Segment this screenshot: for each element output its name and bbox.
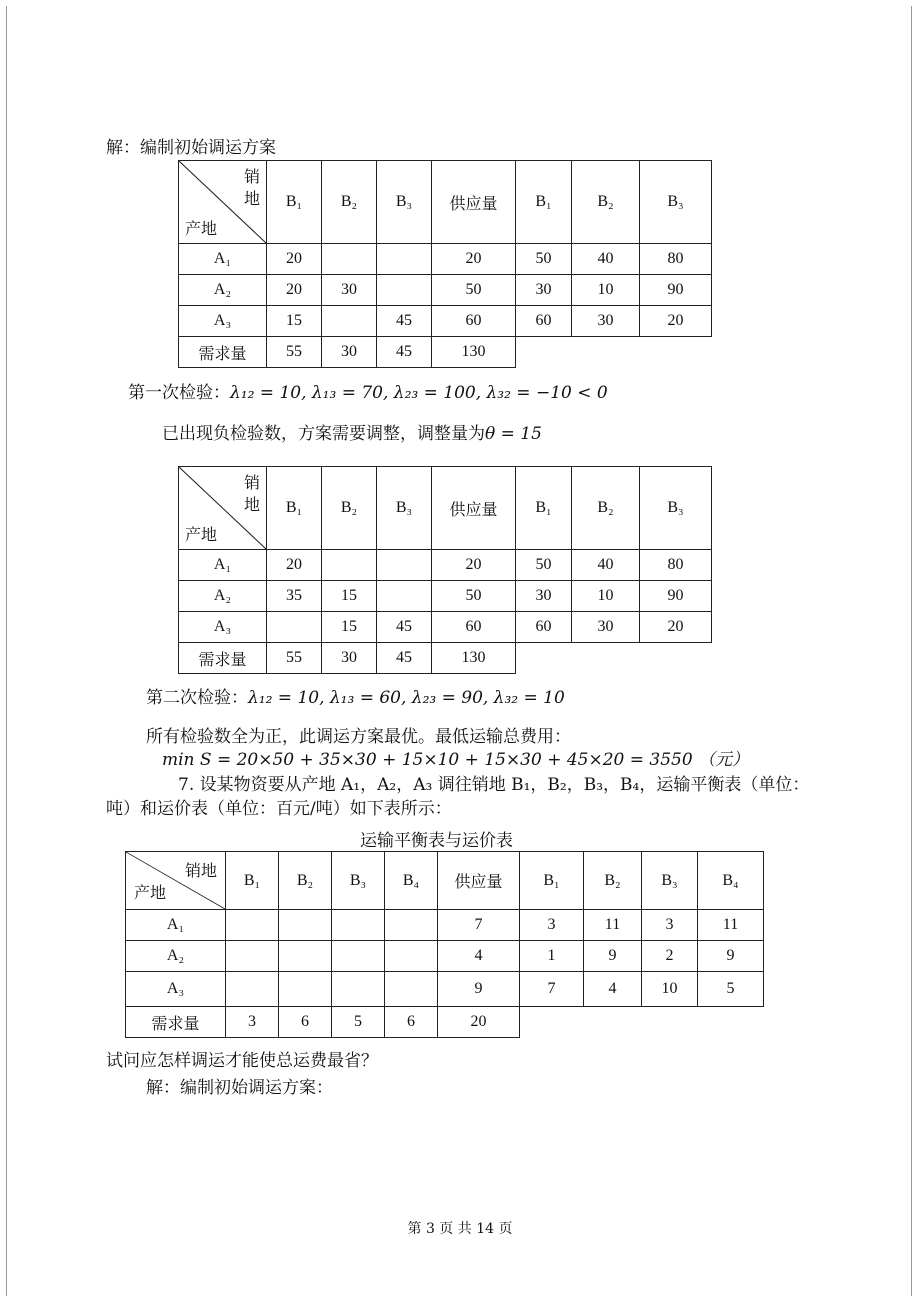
header-cell: 供应量 — [438, 852, 520, 910]
alloc-cell — [332, 972, 385, 1007]
corner-dest-label: 销 地 — [243, 475, 260, 514]
alloc-cell — [226, 941, 279, 972]
alloc-cell: 15 — [322, 581, 377, 612]
alloc-cell — [385, 941, 438, 972]
alloc-cell — [322, 244, 377, 275]
transport-table-1 — [178, 160, 712, 368]
header-cell: B₂ — [322, 467, 377, 550]
cost-cell: 10 — [642, 972, 698, 1007]
supply-cell: 7 — [438, 910, 520, 941]
header-cell: B₂ — [572, 467, 640, 550]
demand-label: 需求量 — [179, 337, 267, 368]
demand-cell: 55 — [267, 643, 322, 674]
alloc-cell: 15 — [267, 306, 322, 337]
cost-cell: 7 — [520, 972, 584, 1007]
demand-cell: 5 — [332, 1007, 385, 1038]
alloc-cell — [385, 972, 438, 1007]
page-footer: 第 3 页 共 14 页 — [407, 1221, 513, 1237]
cost-cell: 4 — [584, 972, 642, 1007]
cost-cell: 50 — [516, 550, 572, 581]
header-cell: B₁ — [516, 161, 572, 244]
solution-heading-2: 解：编制初始调运方案： — [146, 1078, 333, 1098]
transport-table-2 — [178, 466, 712, 674]
row-label: A₃ — [126, 972, 226, 1007]
alloc-cell: 45 — [377, 612, 432, 643]
alloc-cell — [377, 275, 432, 306]
cost-cell: 20 — [640, 612, 712, 643]
header-cell: 供应量 — [432, 161, 516, 244]
header-cell: B₂ — [572, 161, 640, 244]
alloc-cell: 20 — [267, 275, 322, 306]
cost-cell: 2 — [642, 941, 698, 972]
total-cell: 20 — [438, 1007, 520, 1038]
supply-cell: 50 — [432, 581, 516, 612]
cost-cell: 3 — [520, 910, 584, 941]
header-cell: B₂ — [279, 852, 332, 910]
header-cell: B₂ — [322, 161, 377, 244]
cost-cell: 20 — [640, 306, 712, 337]
cost-cell: 30 — [516, 275, 572, 306]
corner-dest-label: 销 地 — [243, 169, 260, 208]
supply-cell: 60 — [432, 306, 516, 337]
cost-cell: 10 — [572, 581, 640, 612]
check-2 — [146, 688, 565, 708]
alloc-cell — [377, 244, 432, 275]
header-cell: B₁ — [226, 852, 279, 910]
problem-7-line-2: 吨）和运价表（单位：百元/吨）如下表所示： — [106, 799, 452, 819]
demand-cell: 30 — [322, 337, 377, 368]
cost-cell: 30 — [516, 581, 572, 612]
cost-cell: 40 — [572, 550, 640, 581]
alloc-cell — [279, 910, 332, 941]
header-cell: B₃ — [377, 161, 432, 244]
demand-label: 需求量 — [179, 643, 267, 674]
cost-cell: 5 — [698, 972, 764, 1007]
check-1 — [128, 383, 608, 403]
cost-cell: 3 — [642, 910, 698, 941]
problem-7-line-1: 7. 设某物资要从产地 A₁，A₂，A₃ 调往销地 B₁，B₂，B₃，B₄，运输平衡表（单位： — [178, 775, 810, 795]
check-1-formula: λ₁₂ = 10, λ₁₃ = 70, λ₂₃ = 100, λ₃₂ = −10 < 0 — [230, 383, 608, 403]
cost-cell: 90 — [640, 581, 712, 612]
header-cell: B₄ — [385, 852, 438, 910]
cost-cell: 50 — [516, 244, 572, 275]
header-cell: B₁ — [267, 161, 322, 244]
demand-cell: 6 — [385, 1007, 438, 1038]
corner-origin-label: 产地 — [185, 527, 218, 544]
total-cell: 130 — [432, 643, 516, 674]
header-cell: B₃ — [377, 467, 432, 550]
alloc-cell — [279, 972, 332, 1007]
supply-cell: 60 — [432, 612, 516, 643]
table-corner — [179, 467, 267, 550]
cost-cell: 11 — [698, 910, 764, 941]
header-cell: B₃ — [332, 852, 385, 910]
alloc-cell: 20 — [267, 244, 322, 275]
cost-cell: 11 — [584, 910, 642, 941]
alloc-cell — [332, 910, 385, 941]
row-label: A₃ — [179, 306, 267, 337]
transport-table-3 — [125, 851, 764, 1038]
alloc-cell: 35 — [267, 581, 322, 612]
cost-cell: 40 — [572, 244, 640, 275]
row-label: A₁ — [179, 550, 267, 581]
cost-cell: 80 — [640, 244, 712, 275]
cost-cell: 30 — [572, 306, 640, 337]
demand-label: 需求量 — [126, 1007, 226, 1038]
alloc-cell — [279, 941, 332, 972]
row-label: A₁ — [179, 244, 267, 275]
header-cell: B₁ — [520, 852, 584, 910]
demand-cell: 45 — [377, 337, 432, 368]
header-cell: B₂ — [584, 852, 642, 910]
demand-cell: 45 — [377, 643, 432, 674]
supply-cell: 20 — [432, 550, 516, 581]
header-cell: B₃ — [642, 852, 698, 910]
header-cell: B₃ — [640, 467, 712, 550]
check-2-label: 第二次检验： — [146, 688, 248, 708]
total-cell: 130 — [432, 337, 516, 368]
table-3-title: 运输平衡表与运价表 — [360, 831, 513, 851]
check-1-label: 第一次检验： — [128, 383, 230, 403]
header-cell: B₁ — [267, 467, 322, 550]
alloc-cell — [385, 910, 438, 941]
cost-cell: 10 — [572, 275, 640, 306]
row-label: A₂ — [126, 941, 226, 972]
solution-heading-1: 解：编制初始调运方案 — [106, 138, 276, 158]
alloc-cell — [226, 910, 279, 941]
alloc-cell: 45 — [377, 306, 432, 337]
supply-cell: 50 — [432, 275, 516, 306]
question: 试问应怎样调运才能使总运费最省？ — [106, 1051, 378, 1071]
alloc-cell — [377, 581, 432, 612]
cost-cell: 80 — [640, 550, 712, 581]
alloc-cell — [267, 612, 322, 643]
adjust-formula: θ = 15 — [485, 424, 542, 444]
header-cell: B₄ — [698, 852, 764, 910]
row-label: A₂ — [179, 275, 267, 306]
alloc-cell: 30 — [322, 275, 377, 306]
alloc-cell — [322, 550, 377, 581]
supply-cell: 20 — [432, 244, 516, 275]
corner-origin-label: 产地 — [134, 885, 167, 902]
corner-origin-label: 产地 — [185, 221, 218, 238]
row-label: A₁ — [126, 910, 226, 941]
supply-cell: 9 — [438, 972, 520, 1007]
alloc-cell — [377, 550, 432, 581]
cost-formula: min S = 20×50 + 35×30 + 15×10 + 15×30 + 45×20 = 3550 （元） — [162, 750, 750, 770]
demand-cell: 3 — [226, 1007, 279, 1038]
alloc-cell: 20 — [267, 550, 322, 581]
adjust-text: 已出现负检验数，方案需要调整，调整量为 — [162, 424, 485, 444]
cost-cell: 60 — [516, 612, 572, 643]
demand-cell: 30 — [322, 643, 377, 674]
cost-cell: 30 — [572, 612, 640, 643]
row-label: A₃ — [179, 612, 267, 643]
demand-cell: 6 — [279, 1007, 332, 1038]
table-corner — [179, 161, 267, 244]
check-2-formula: λ₁₂ = 10, λ₁₃ = 60, λ₂₃ = 90, λ₃₂ = 10 — [248, 688, 565, 708]
cost-cell: 60 — [516, 306, 572, 337]
corner-dest-label: 销地 — [184, 863, 217, 880]
row-label: A₂ — [179, 581, 267, 612]
adjust-note — [162, 424, 542, 444]
table-corner — [126, 852, 226, 910]
demand-cell: 55 — [267, 337, 322, 368]
alloc-cell — [322, 306, 377, 337]
alloc-cell — [226, 972, 279, 1007]
optimal-note: 所有检验数全为正，此调运方案最优。最低运输总费用： — [146, 727, 571, 747]
alloc-cell: 15 — [322, 612, 377, 643]
header-cell: 供应量 — [432, 467, 516, 550]
cost-cell: 90 — [640, 275, 712, 306]
header-cell: B₁ — [516, 467, 572, 550]
cost-cell: 9 — [584, 941, 642, 972]
header-cell: B₃ — [640, 161, 712, 244]
cost-cell: 1 — [520, 941, 584, 972]
cost-cell: 9 — [698, 941, 764, 972]
alloc-cell — [332, 941, 385, 972]
supply-cell: 4 — [438, 941, 520, 972]
